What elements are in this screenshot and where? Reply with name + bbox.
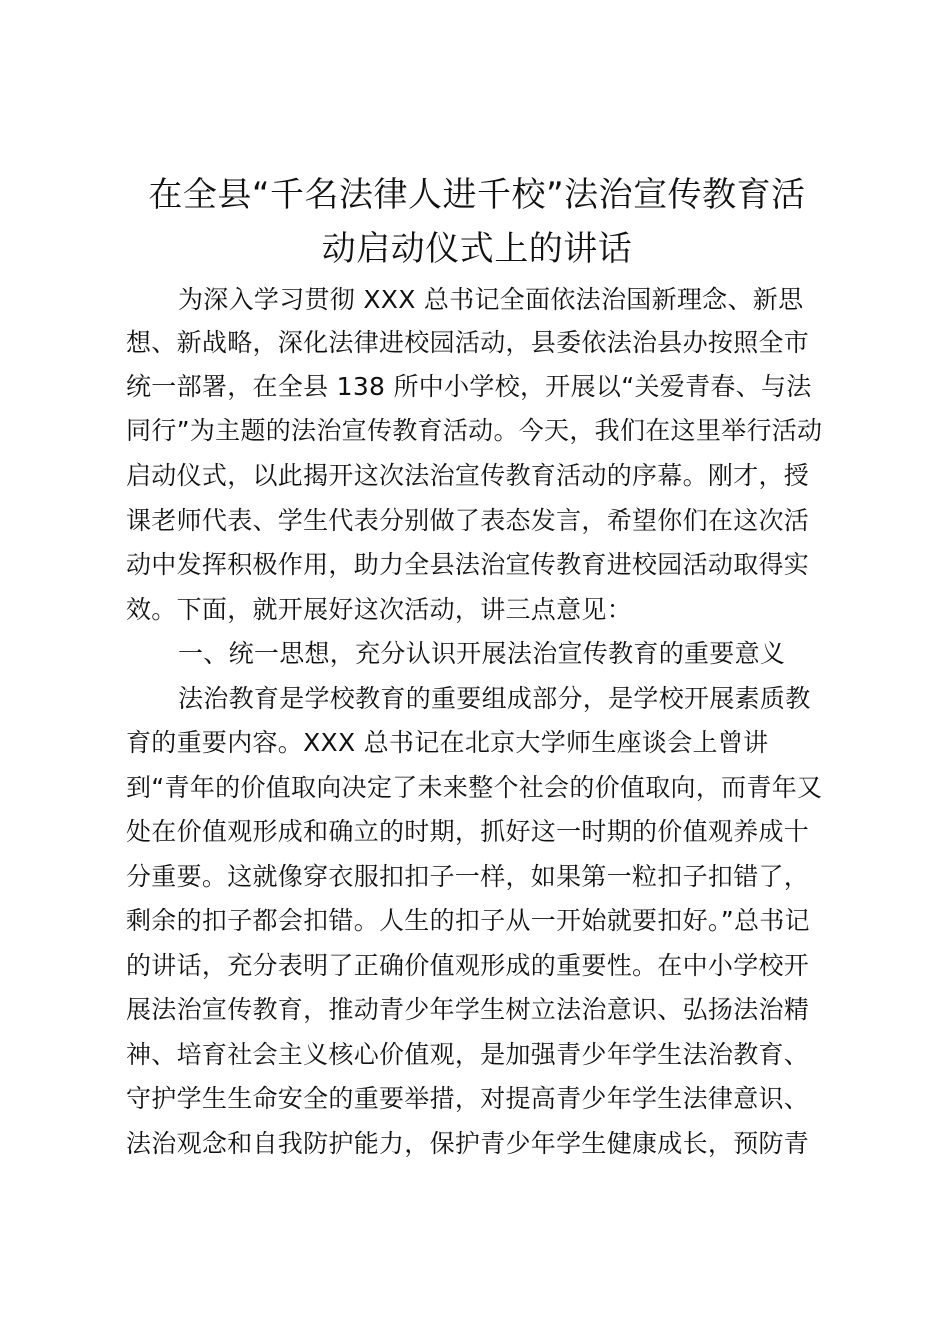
paragraph-line: 想、新战略，深化法律进校园活动，县委依法治县办按照全市: [126, 328, 810, 357]
title-line-2: 动启动仪式上的讲话: [321, 229, 633, 269]
paragraph-line: 为深入学习贯彻 XXX 总书记全面依法治国新理念、新思: [178, 285, 804, 314]
paragraph-line: 法治观念和自我防护能力，保护青少年学生健康成长，预防青: [126, 1129, 810, 1158]
paragraph-line: 同行”为主题的法治宣传教育活动。今天，我们在这里举行活动: [126, 416, 823, 445]
paragraph-line: 效。下面，就开展好这次活动，讲三点意见：: [126, 595, 633, 624]
section-heading: 一、统一思想，充分认识开展法治宣传教育的重要意义: [178, 639, 786, 668]
paragraph-line: 到“青年的价值取向决定了未来整个社会的价值取向，而青年又: [126, 773, 823, 802]
paragraph-line: 分重要。这就像穿衣服扣扣子一样，如果第一粒扣子扣错了，: [126, 862, 810, 891]
paragraph-line: 统一部署，在全县 138 所中小学校，开展以“关爱青春、与法: [126, 372, 812, 401]
paragraph-line: 展法治宣传教育，推动青少年学生树立法治意识、弘扬法治精: [126, 995, 810, 1024]
paragraph-line: 法治教育是学校教育的重要组成部分，是学校开展素质教: [178, 684, 811, 713]
paragraph-line: 育的重要内容。XXX 总书记在北京大学师生座谈会上曾讲: [126, 728, 769, 757]
paragraph-line: 神、培育社会主义核心价值观，是加强青少年学生法治教育、: [126, 1040, 810, 1069]
paragraph-line: 处在价值观形成和确立的时期，抓好这一时期的价值观养成十: [126, 817, 810, 846]
title-line-1: 在全县“千名法律人进千校”法治宣传教育活: [148, 175, 806, 215]
paragraph-line: 课老师代表、学生代表分别做了表态发言，希望你们在这次活: [126, 506, 810, 535]
paragraph-line: 守护学生生命安全的重要举措，对提高青少年学生法律意识、: [126, 1084, 810, 1113]
paragraph-line: 动中发挥积极作用，助力全县法治宣传教育进校园活动取得实: [126, 550, 810, 579]
paragraph-line: 启动仪式，以此揭开这次法治宣传教育活动的序幕。刚才，授: [126, 461, 810, 490]
paragraph-line: 的讲话，充分表明了正确价值观形成的重要性。在中小学校开: [126, 951, 810, 980]
paragraph-line: 剩余的扣子都会扣错。人生的扣子从一开始就要扣好。”总书记: [126, 906, 810, 935]
